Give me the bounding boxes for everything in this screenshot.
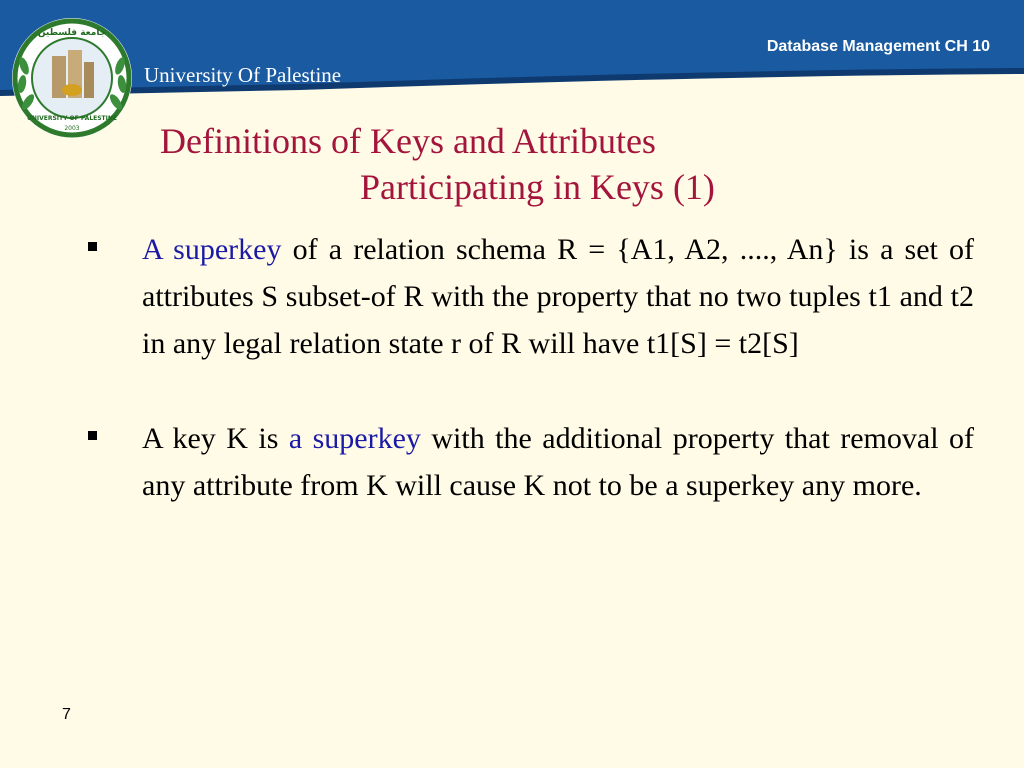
university-logo — [10, 16, 134, 140]
slide-title — [160, 118, 900, 210]
logo-english-text: UNIVERSITY OF PALESTINE — [26, 115, 118, 122]
logo-year: 2003 — [64, 125, 80, 132]
university-name: University Of Palestine — [144, 63, 342, 87]
square-bullet-icon — [88, 242, 97, 251]
term-superkey: a superkey — [288, 422, 421, 455]
bullet-text: with the additional property that removal of any attribute from K will cause K not to be a superkey any more. — [142, 422, 974, 502]
slide-title-line-1: Definitions of Keys and Attributes — [160, 121, 656, 161]
bullet-item — [88, 415, 974, 509]
bullet-item — [88, 226, 974, 367]
slide-title-line-2: Participating in Keys (1) — [360, 167, 715, 207]
course-title: Database Management CH 10 — [766, 38, 990, 55]
bullet-list — [88, 226, 974, 509]
square-bullet-icon — [88, 431, 97, 440]
term-superkey: A superkey — [142, 233, 282, 266]
logo-arabic-text: جامعة فلسطين — [37, 28, 107, 38]
bullet-text: of a relation schema R = {A1, A2, ...., An} is a set of attributes S subset-of R with the property that no two tuples t1 and t2 in any legal relation state r of R will have t1[S] = t2[S] — [142, 233, 974, 360]
bullet-lead: A key K is — [142, 422, 289, 455]
page-number: 7 — [62, 706, 71, 723]
